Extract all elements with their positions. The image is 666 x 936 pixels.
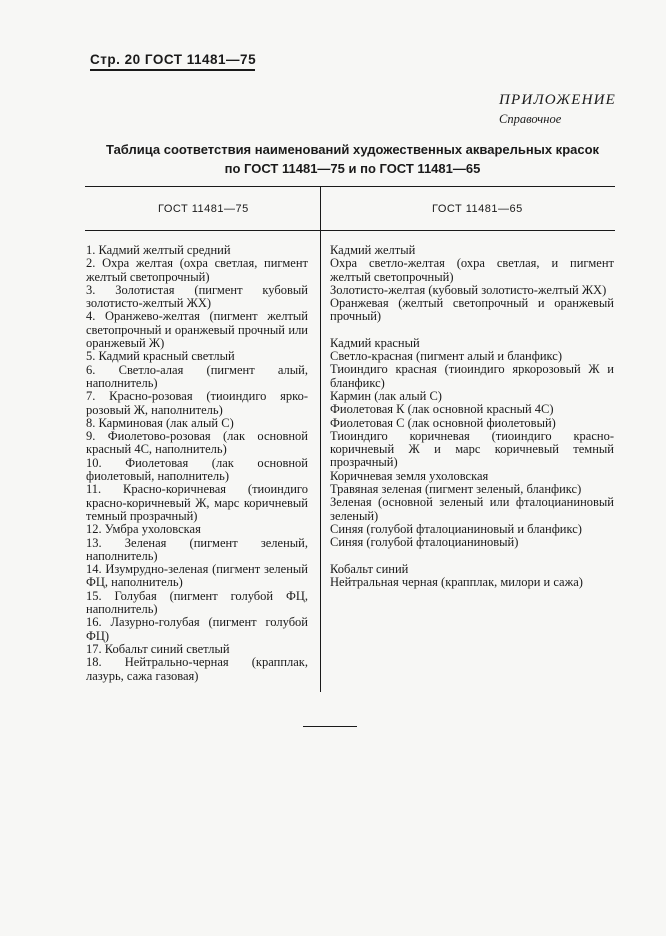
right-column (330, 244, 614, 589)
left-table-item: 9. Фиолетово-розовая (лак основной красный 4С, наполнитель) (86, 429, 308, 457)
left-table-item: 4. Оранжево-желтая (пигмент желтый светопрочный и оранжевый прочный или оранжевый Ж) (86, 309, 308, 351)
table-title (90, 140, 615, 178)
right-table-item: Оранжевая (желтый светопрочный и оранжевый прочный) (330, 296, 614, 324)
table-column-divider (320, 186, 321, 692)
right-table-item: Тиоиндиго красная (тиоиндиго яркорозовый Ж и бланфикс) (330, 362, 614, 390)
page-header (90, 52, 256, 71)
left-table-item: 18. Нейтрально-черная (крапплак, лазурь, сажа газовая) (86, 655, 308, 683)
right-table-item: Кармин (лак алый С) (330, 388, 442, 403)
right-table-item: Светло-красная (пигмент алый и бланфикс) (330, 349, 562, 364)
right-table-item: Кобальт синий (330, 561, 409, 576)
left-column (86, 244, 308, 683)
left-table-item: 5. Кадмий красный светлый (86, 349, 235, 364)
right-table-item: Золотисто-желтая (кубовый золотисто-желтый ЖХ) (330, 282, 607, 297)
right-table-item: Зеленая (основной зеленый или фталоцианиновый зеленый) (330, 495, 614, 523)
left-table-item: 15. Голубая (пигмент голубой ФЦ, наполнитель) (86, 588, 308, 617)
left-table-item: 12. Умбра ухоловская (86, 522, 201, 537)
table-header-rule (85, 230, 615, 231)
right-table-item: Синяя (голубой фталоцианиновый) (330, 535, 519, 550)
left-table-item: 3. Золотистая (пигмент кубовый золотисто-желтый ЖХ) (86, 282, 308, 311)
left-table-item: 8. Карминовая (лак алый С) (86, 415, 234, 430)
table-top-rule (85, 186, 615, 187)
left-table-item: 17. Кобальт синий светлый (86, 641, 230, 656)
left-table-item: 7. Красно-розовая (тиоиндиго ярко-розовый Ж, наполнитель) (86, 389, 308, 417)
appendix-title: ПРИЛОЖЕНИЕ (499, 92, 616, 108)
right-table-item: Травяная зеленая (пигмент зеленый, бланфикс) (330, 482, 582, 497)
page-header-text: Стр. 20 ГОСТ 11481—75 (90, 52, 257, 67)
left-table-item: 6. Светло-алая (пигмент алый, наполнитель) (86, 362, 308, 390)
right-table-item: Нейтральная черная (крапплак, милори и сажа) (330, 574, 583, 589)
right-table-item: Фиолетовая С (лак основной фиолетовый) (330, 415, 556, 430)
right-table-item: Кадмий красный (330, 335, 420, 350)
left-table-item: 16. Лазурно-голубая (пигмент голубой ФЦ) (86, 615, 308, 643)
right-table-item: Охра светло-желтая (охра светлая, и пигмент желтый светопрочный) (330, 256, 614, 284)
left-table-item: 10. Фиолетовая (лак основной фиолетовый, наполнитель) (86, 455, 308, 484)
left-table-item: 11. Красно-коричневая (тиоиндиго красно-коричневый Ж, марс коричневый темный прозрачный) (86, 482, 308, 523)
left-table-item: 14. Изумрудно-зеленая (пигмент зеленый ФЦ, наполнитель) (86, 562, 308, 590)
appendix-subtitle: Справочное (499, 112, 562, 126)
table-title-line-1: Таблица соответствия наименований художественных акварельных красок (105, 142, 600, 157)
right-table-item: Тиоиндиго коричневая (тиоиндиго красно-коричневый Ж и марс коричневый темный прозрачный) (330, 428, 614, 470)
left-table-item: 2. Охра желтая (охра светлая, пигмент желтый светопрочный) (86, 256, 308, 284)
header-underline (90, 69, 255, 71)
right-table-item: Коричневая земля ухоловская (330, 468, 489, 483)
right-table-item: Фиолетовая К (лак основной красный 4С) (330, 402, 554, 417)
right-table-item: Кадмий желтый (330, 243, 416, 257)
column-header-right: ГОСТ 11481—65 (432, 203, 523, 215)
closing-rule (303, 726, 357, 727)
left-table-item: 1. Кадмий желтый средний (86, 243, 231, 257)
appendix-label (499, 92, 616, 127)
left-table-item: 13. Зеленая (пигмент зеленый, наполнитель) (86, 535, 308, 563)
column-header-left: ГОСТ 11481—75 (158, 203, 249, 215)
right-table-item: Синяя (голубой фталоцианиновый и бланфикс) (330, 521, 582, 536)
table-title-line-2: по ГОСТ 11481—75 и по ГОСТ 11481—65 (224, 161, 481, 176)
